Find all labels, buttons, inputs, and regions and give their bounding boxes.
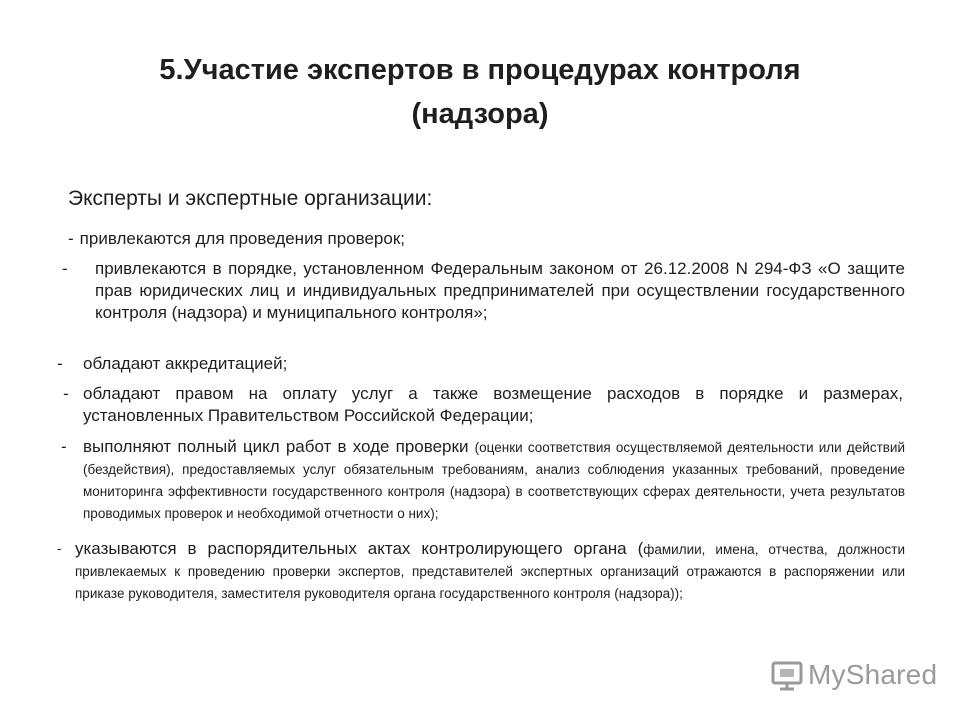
list-item-body — [83, 436, 905, 524]
myshared-logo — [770, 655, 937, 695]
list-item — [62, 258, 905, 324]
list-item-note: (оценки соответствия осуществляемой деятельности или действий (бездействия), предоставляемых услуг обязательным требованиям, анализ соблюдения указанных требований, проведение мониторинга эффективности государственного контроля (надзора) в соответствующих сферах деятельности, учета результатов проводимых проверок и необходимой отчетности о них); — [83, 440, 906, 521]
list-dash: - — [62, 259, 68, 278]
list-item — [57, 353, 903, 375]
presentation-board-icon — [770, 658, 804, 692]
list-item — [63, 383, 903, 427]
list-item-text: указываются в распорядительных актах контролирующего органа ( — [75, 539, 644, 558]
list-item-note: фамилии, имена, отчества, должности привлекаемых к проведению проверки экспертов, представителей экспертных организаций отражаются в распоряжении или приказе руководителя, заместителя руководителя органа государственного контроля (надзора)); — [75, 542, 906, 601]
slide-title-line-1: 5.Участие экспертов в процедурах контроля — [159, 54, 801, 86]
list-item-body — [75, 538, 905, 604]
list-item-text: привлекаются для проведения проверок; — [79, 229, 405, 248]
list-dash: - — [57, 354, 63, 373]
list-item-text: обладают аккредитацией; — [83, 354, 288, 373]
slide-title — [60, 48, 900, 136]
list-item — [61, 436, 906, 524]
intro-heading: Эксперты и экспертные организации: — [68, 187, 433, 210]
list-item — [57, 538, 906, 604]
list-item-text: привлекаются в порядке, установленном Федеральным законом от 26.12.2008 N 294-ФЗ «О защите прав юридических лиц и индивидуальных предпринимателей при осуществлении государственного контроля (надзора) и муниципального контроля»; — [95, 259, 905, 322]
slide-title-line-2: (надзора) — [411, 98, 549, 130]
list-item-text: обладают правом на оплату услуг а также возмещение расходов в порядке и размерах, установленных Правительством Российской Федерации; — [83, 384, 903, 425]
list-dash: - — [61, 437, 67, 456]
list-dash: - — [63, 384, 69, 403]
list-dash: - — [68, 229, 74, 248]
list-item-text: выполняют полный цикл работ в ходе проверки — [83, 437, 469, 456]
list-item — [68, 228, 908, 250]
logo-text: MyShared — [808, 659, 938, 690]
list-dash: - — [57, 541, 62, 556]
